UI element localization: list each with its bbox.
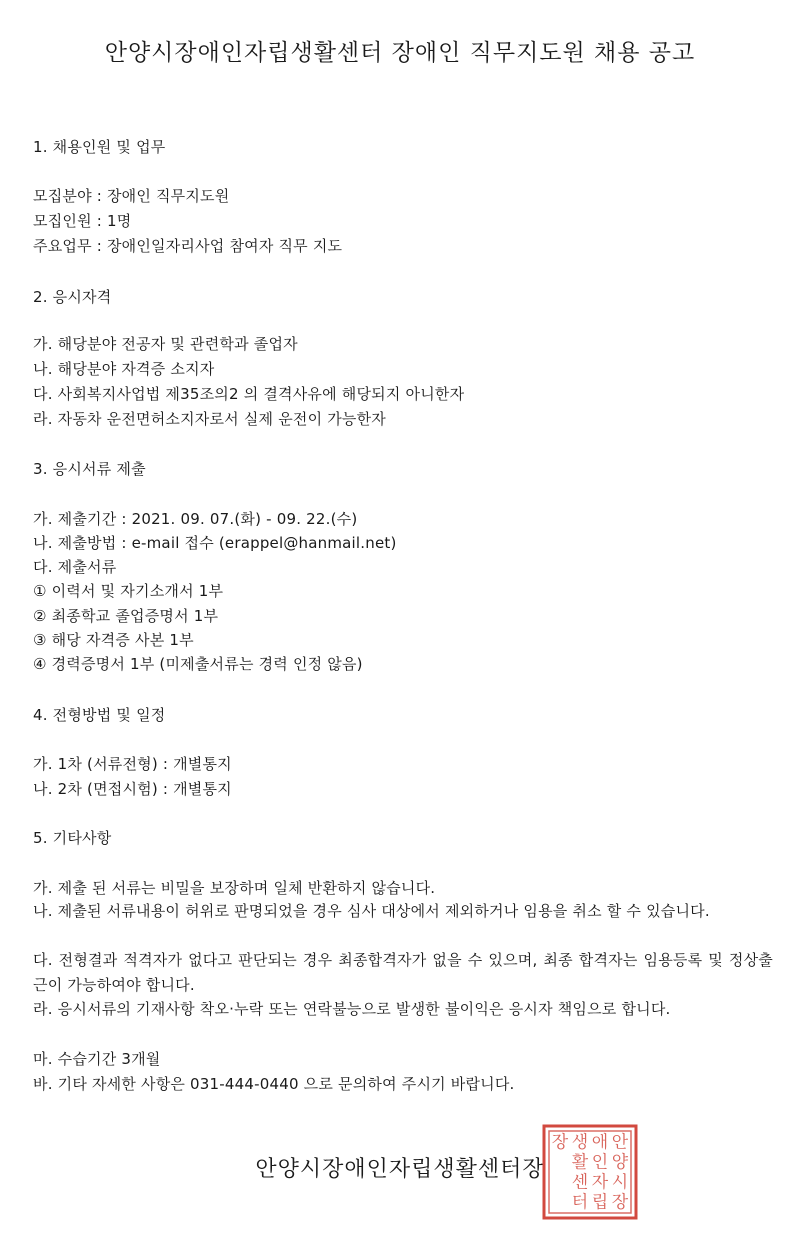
seal-glyph: 활 xyxy=(571,1152,589,1173)
document-item: ③ 해당 자격증 사본 1부 xyxy=(33,631,194,649)
seal-glyph: 인 xyxy=(591,1152,609,1173)
seal-glyph: 장 xyxy=(611,1192,629,1213)
document-item: ① 이력서 및 자기소개서 1부 xyxy=(33,582,224,600)
section-3-heading: 3. 응시서류 제출 xyxy=(33,460,146,478)
seal-glyph: 자 xyxy=(591,1172,609,1193)
document-item: ② 최종학교 졸업증명서 1부 xyxy=(33,607,219,625)
qualification-line: 나. 해당분야 자격증 소지자 xyxy=(33,360,215,378)
seal-glyph: 애 xyxy=(591,1132,609,1153)
recruit-field-line: 모집분야 : 장애인 직무지도원 xyxy=(33,187,230,205)
seal-glyph: 시 xyxy=(611,1172,629,1193)
note-paragraph: 라. 응시서류의 기재사항 착오·누락 또는 연락불능으로 발생한 불이익은 응시자 책임으로 합니다. xyxy=(33,1000,671,1018)
seal-glyph: 터 xyxy=(571,1192,589,1213)
note-line: 바. 기타 자세한 사항은 031-444-0440 으로 문의하여 주시기 바랍니다. xyxy=(33,1075,515,1093)
main-duty-line: 주요업무 : 장애인일자리사업 참여자 직무 지도 xyxy=(33,237,343,255)
note-line: 가. 제출 된 서류는 비밀을 보장하며 일체 반환하지 않습니다. xyxy=(33,879,436,897)
issuer-name: 안양시장애인자립생활센터장 xyxy=(255,1157,545,1182)
official-seal-stamp xyxy=(540,1122,640,1222)
submission-period-line: 가. 제출기간 : 2021. 09. 07.(화) - 09. 22.(수) xyxy=(33,510,358,528)
section-5-heading: 5. 기타사항 xyxy=(33,829,112,847)
seal-glyph: 안 xyxy=(611,1132,629,1153)
note-paragraph: 나. 제출된 서류내용이 허위로 판명되었을 경우 심사 대상에서 제외하거나 임용을 취소 할 수 있습니다. xyxy=(33,902,710,920)
note-paragraph: 다. 전형결과 적격자가 없다고 판단되는 경우 최종합격자가 없을 수 있으며, 최종 합격자는 임용등록 및 정상출근이 가능하여야 합니다. xyxy=(33,951,773,994)
qualification-line: 라. 자동차 운전면허소지자로서 실제 운전이 가능한자 xyxy=(33,410,386,428)
seal-glyph: 생 xyxy=(571,1132,589,1153)
qualification-line: 가. 해당분야 전공자 및 관련학과 졸업자 xyxy=(33,335,298,353)
note-line: 마. 수습기간 3개월 xyxy=(33,1050,161,1068)
seal-glyph: 양 xyxy=(611,1152,629,1173)
seal-glyph: 립 xyxy=(591,1192,609,1213)
recruit-count-line: 모집인원 : 1명 xyxy=(33,212,132,230)
submission-method-line: 나. 제출방법 : e-mail 접수 (erappel@hanmail.net) xyxy=(33,534,397,552)
selection-step-line: 가. 1차 (서류전형) : 개별통지 xyxy=(33,755,232,773)
qualification-line: 다. 사회복지사업법 제35조의2 의 결격사유에 해당되지 아니한자 xyxy=(33,385,465,403)
document-item: ④ 경력증명서 1부 (미제출서류는 경력 인정 않음) xyxy=(33,655,363,673)
notice-title: 안양시장애인자립생활센터 장애인 직무지도원 채용 공고 xyxy=(104,40,696,66)
seal-glyph: 센 xyxy=(571,1172,589,1193)
section-2-heading: 2. 응시자격 xyxy=(33,288,112,306)
seal-glyph: 장 xyxy=(551,1132,569,1153)
section-1-heading: 1. 채용인원 및 업무 xyxy=(33,138,166,156)
section-4-heading: 4. 전형방법 및 일정 xyxy=(33,706,166,724)
required-documents-line: 다. 제출서류 xyxy=(33,558,117,576)
selection-step-line: 나. 2차 (면접시험) : 개별통지 xyxy=(33,780,232,798)
